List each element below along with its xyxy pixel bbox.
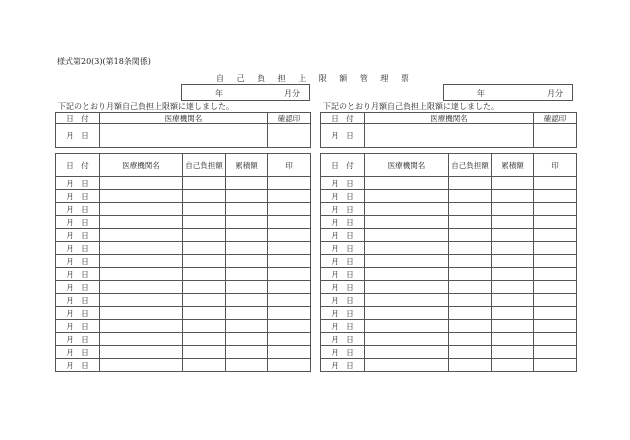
row-copay-cell[interactable] [449, 281, 492, 294]
row-date-cell[interactable]: 月 日 [56, 268, 100, 281]
row-seal-cell[interactable] [534, 294, 577, 307]
table-row [56, 203, 311, 216]
notice-text-left: 下記のとおり月額自己負担上限額に達しました。 [58, 102, 234, 111]
row-copay-cell[interactable] [183, 333, 226, 346]
cumulative-table-right [320, 153, 577, 372]
row-seal-cell[interactable] [268, 229, 311, 242]
row-date-cell[interactable]: 月 日 [56, 255, 100, 268]
table-row [321, 255, 577, 268]
row-date-cell[interactable]: 月 日 [56, 359, 100, 372]
row-cumulative-cell[interactable] [226, 307, 268, 320]
row-institution-cell[interactable] [365, 229, 449, 242]
table-row [321, 281, 577, 294]
period-box-right[interactable] [443, 84, 573, 101]
notice-text-right: 下記のとおり月額自己負担上限額に達しました。 [323, 102, 499, 111]
table-row [56, 359, 311, 372]
row-cumulative-cell[interactable] [226, 177, 268, 190]
row-date-cell[interactable]: 月 日 [56, 320, 100, 333]
row-cumulative-cell[interactable] [492, 294, 534, 307]
row-cumulative-cell[interactable] [492, 307, 534, 320]
year-label: 年 [215, 89, 223, 98]
row-copay-cell[interactable] [449, 177, 492, 190]
row-seal-cell[interactable] [268, 216, 311, 229]
confirm-table-left [55, 112, 311, 148]
row-copay-cell[interactable] [449, 333, 492, 346]
year-label: 年 [477, 89, 485, 98]
row-copay-cell[interactable] [449, 268, 492, 281]
table-row [321, 190, 577, 203]
header-cumulative: 累積額 [492, 154, 534, 177]
row-cumulative-cell[interactable] [226, 359, 268, 372]
row-date-cell[interactable]: 月 日 [56, 281, 100, 294]
row-institution-cell[interactable] [100, 281, 183, 294]
row-date-cell[interactable]: 月 日 [321, 307, 365, 320]
row-seal-cell[interactable] [268, 333, 311, 346]
row-cumulative-cell[interactable] [492, 333, 534, 346]
table-row [321, 333, 577, 346]
row-cumulative-cell[interactable] [226, 203, 268, 216]
row-seal-cell[interactable] [268, 281, 311, 294]
row-cumulative-cell[interactable] [492, 242, 534, 255]
row-institution-cell[interactable] [365, 216, 449, 229]
row-date-cell[interactable]: 月 日 [56, 333, 100, 346]
confirm-institution-cell[interactable] [100, 124, 268, 148]
row-cumulative-cell[interactable] [226, 268, 268, 281]
row-seal-cell[interactable] [534, 229, 577, 242]
row-institution-cell[interactable] [100, 346, 183, 359]
row-date-cell[interactable]: 月 日 [321, 242, 365, 255]
row-institution-cell[interactable] [365, 177, 449, 190]
table-row [321, 307, 577, 320]
row-copay-cell[interactable] [183, 216, 226, 229]
header-copay: 自己負担額 [183, 154, 226, 177]
row-copay-cell[interactable] [449, 307, 492, 320]
header-institution: 医療機関名 [100, 154, 183, 177]
row-date-cell[interactable]: 月 日 [321, 216, 365, 229]
table-row [56, 229, 311, 242]
row-date-cell[interactable]: 月 日 [56, 229, 100, 242]
row-date-cell[interactable]: 月 日 [321, 320, 365, 333]
row-cumulative-cell[interactable] [226, 216, 268, 229]
header-cumulative: 累積額 [226, 154, 268, 177]
row-institution-cell[interactable] [100, 177, 183, 190]
row-seal-cell[interactable] [534, 216, 577, 229]
row-institution-cell[interactable] [365, 268, 449, 281]
row-seal-cell[interactable] [534, 190, 577, 203]
row-date-cell[interactable]: 月 日 [321, 359, 365, 372]
row-copay-cell[interactable] [183, 268, 226, 281]
table-row [56, 177, 311, 190]
row-copay-cell[interactable] [449, 190, 492, 203]
row-seal-cell[interactable] [534, 333, 577, 346]
row-copay-cell[interactable] [449, 359, 492, 372]
row-seal-cell[interactable] [268, 203, 311, 216]
row-date-cell[interactable]: 月 日 [56, 346, 100, 359]
row-institution-cell[interactable] [365, 190, 449, 203]
row-cumulative-cell[interactable] [226, 294, 268, 307]
row-date-cell[interactable]: 月 日 [321, 346, 365, 359]
period-box-left[interactable] [181, 84, 310, 101]
row-cumulative-cell[interactable] [492, 255, 534, 268]
row-institution-cell[interactable] [100, 359, 183, 372]
header-institution: 医療機関名 [100, 113, 268, 124]
row-cumulative-cell[interactable] [226, 255, 268, 268]
row-seal-cell[interactable] [534, 177, 577, 190]
header-date: 日 付 [56, 154, 100, 177]
row-seal-cell[interactable] [534, 281, 577, 294]
table-row [321, 216, 577, 229]
row-institution-cell[interactable] [100, 216, 183, 229]
row-date-cell[interactable]: 月 日 [56, 216, 100, 229]
table-row [321, 242, 577, 255]
table-row [321, 359, 577, 372]
row-copay-cell[interactable] [449, 320, 492, 333]
row-seal-cell[interactable] [268, 268, 311, 281]
confirm-seal-cell[interactable] [268, 124, 311, 148]
row-institution-cell[interactable] [365, 294, 449, 307]
row-seal-cell[interactable] [534, 203, 577, 216]
row-copay-cell[interactable] [449, 216, 492, 229]
header-confirm-seal: 確認印 [534, 113, 577, 124]
row-date-cell[interactable]: 月 日 [56, 177, 100, 190]
table-row [321, 229, 577, 242]
row-cumulative-cell[interactable] [492, 359, 534, 372]
row-institution-cell[interactable] [100, 190, 183, 203]
row-copay-cell[interactable] [449, 229, 492, 242]
row-copay-cell[interactable] [183, 177, 226, 190]
row-copay-cell[interactable] [449, 242, 492, 255]
row-copay-cell[interactable] [183, 359, 226, 372]
row-copay-cell[interactable] [449, 255, 492, 268]
row-seal-cell[interactable] [268, 294, 311, 307]
row-seal-cell[interactable] [268, 242, 311, 255]
cumulative-table-left [55, 153, 311, 372]
row-cumulative-cell[interactable] [226, 333, 268, 346]
row-seal-cell[interactable] [268, 190, 311, 203]
row-copay-cell[interactable] [449, 346, 492, 359]
row-institution-cell[interactable] [365, 307, 449, 320]
row-copay-cell[interactable] [183, 242, 226, 255]
row-seal-cell[interactable] [534, 307, 577, 320]
row-date-cell[interactable]: 月 日 [321, 255, 365, 268]
row-copay-cell[interactable] [183, 281, 226, 294]
row-institution-cell[interactable] [100, 242, 183, 255]
row-institution-cell[interactable] [365, 281, 449, 294]
row-cumulative-cell[interactable] [226, 346, 268, 359]
table-row [321, 320, 577, 333]
row-institution-cell[interactable] [100, 268, 183, 281]
row-copay-cell[interactable] [183, 294, 226, 307]
header-date: 日 付 [321, 113, 365, 124]
row-date-cell[interactable]: 月 日 [56, 203, 100, 216]
row-cumulative-cell[interactable] [226, 229, 268, 242]
table-row [321, 268, 577, 281]
row-institution-cell[interactable] [100, 307, 183, 320]
month-label: 月分 [284, 89, 300, 98]
table-row [56, 320, 311, 333]
header-date: 日 付 [321, 154, 365, 177]
table-row [56, 281, 311, 294]
row-date-cell[interactable]: 月 日 [321, 281, 365, 294]
form-title: 自 己 負 担 上 限 額 管 理 票 [216, 74, 414, 83]
row-seal-cell[interactable] [534, 268, 577, 281]
row-cumulative-cell[interactable] [492, 320, 534, 333]
row-seal-cell[interactable] [534, 346, 577, 359]
row-cumulative-cell[interactable] [492, 190, 534, 203]
month-label: 月分 [547, 89, 563, 98]
table-row [321, 346, 577, 359]
row-copay-cell[interactable] [183, 255, 226, 268]
row-seal-cell[interactable] [268, 346, 311, 359]
row-seal-cell[interactable] [268, 359, 311, 372]
row-cumulative-cell[interactable] [492, 203, 534, 216]
row-date-cell[interactable]: 月 日 [321, 333, 365, 346]
row-cumulative-cell[interactable] [492, 216, 534, 229]
confirm-institution-cell[interactable] [365, 124, 534, 148]
row-seal-cell[interactable] [534, 242, 577, 255]
table-row [321, 203, 577, 216]
row-cumulative-cell[interactable] [492, 281, 534, 294]
confirm-table-right [320, 112, 577, 148]
row-date-cell[interactable]: 月 日 [321, 268, 365, 281]
row-institution-cell[interactable] [100, 320, 183, 333]
row-cumulative-cell[interactable] [226, 242, 268, 255]
row-institution-cell[interactable] [365, 203, 449, 216]
row-date-cell[interactable]: 月 日 [56, 190, 100, 203]
header-seal: 印 [268, 154, 311, 177]
header-institution: 医療機関名 [365, 113, 534, 124]
row-copay-cell[interactable] [183, 346, 226, 359]
confirm-date-cell[interactable]: 月 日 [321, 124, 365, 148]
header-date: 日 付 [56, 113, 100, 124]
row-cumulative-cell[interactable] [492, 229, 534, 242]
table-row [56, 307, 311, 320]
table-row [56, 242, 311, 255]
row-copay-cell[interactable] [449, 203, 492, 216]
table-row [56, 255, 311, 268]
row-cumulative-cell[interactable] [492, 268, 534, 281]
row-institution-cell[interactable] [365, 359, 449, 372]
row-institution-cell[interactable] [365, 320, 449, 333]
confirm-date-cell[interactable]: 月 日 [56, 124, 100, 148]
row-seal-cell[interactable] [534, 359, 577, 372]
row-institution-cell[interactable] [100, 333, 183, 346]
row-seal-cell[interactable] [268, 255, 311, 268]
row-institution-cell[interactable] [100, 229, 183, 242]
table-row [56, 346, 311, 359]
table-row [56, 190, 311, 203]
header-institution: 医療機関名 [365, 154, 449, 177]
row-institution-cell[interactable] [365, 333, 449, 346]
row-seal-cell[interactable] [534, 320, 577, 333]
row-copay-cell[interactable] [183, 320, 226, 333]
row-date-cell[interactable]: 月 日 [321, 294, 365, 307]
row-institution-cell[interactable] [100, 294, 183, 307]
row-date-cell[interactable]: 月 日 [56, 307, 100, 320]
table-row [321, 177, 577, 190]
row-copay-cell[interactable] [449, 294, 492, 307]
row-date-cell[interactable]: 月 日 [321, 190, 365, 203]
row-cumulative-cell[interactable] [492, 346, 534, 359]
table-row [56, 294, 311, 307]
row-copay-cell[interactable] [183, 190, 226, 203]
row-date-cell[interactable]: 月 日 [56, 294, 100, 307]
row-cumulative-cell[interactable] [226, 190, 268, 203]
row-seal-cell[interactable] [268, 320, 311, 333]
row-seal-cell[interactable] [534, 255, 577, 268]
row-cumulative-cell[interactable] [226, 320, 268, 333]
row-date-cell[interactable]: 月 日 [321, 229, 365, 242]
header-seal: 印 [534, 154, 577, 177]
header-confirm-seal: 確認印 [268, 113, 311, 124]
table-row [56, 268, 311, 281]
row-seal-cell[interactable] [268, 177, 311, 190]
row-cumulative-cell[interactable] [226, 281, 268, 294]
table-row [321, 294, 577, 307]
row-copay-cell[interactable] [183, 307, 226, 320]
row-institution-cell[interactable] [365, 346, 449, 359]
row-institution-cell[interactable] [100, 203, 183, 216]
row-date-cell[interactable]: 月 日 [321, 177, 365, 190]
row-date-cell[interactable]: 月 日 [56, 242, 100, 255]
row-copay-cell[interactable] [183, 229, 226, 242]
form-number: 様式第20(3)(第18条関係) [57, 57, 151, 66]
row-date-cell[interactable]: 月 日 [321, 203, 365, 216]
row-institution-cell[interactable] [365, 255, 449, 268]
row-copay-cell[interactable] [183, 203, 226, 216]
row-institution-cell[interactable] [100, 255, 183, 268]
confirm-seal-cell[interactable] [534, 124, 577, 148]
row-seal-cell[interactable] [268, 307, 311, 320]
row-cumulative-cell[interactable] [492, 177, 534, 190]
row-institution-cell[interactable] [365, 242, 449, 255]
header-copay: 自己負担額 [449, 154, 492, 177]
table-row [56, 216, 311, 229]
table-row [56, 333, 311, 346]
